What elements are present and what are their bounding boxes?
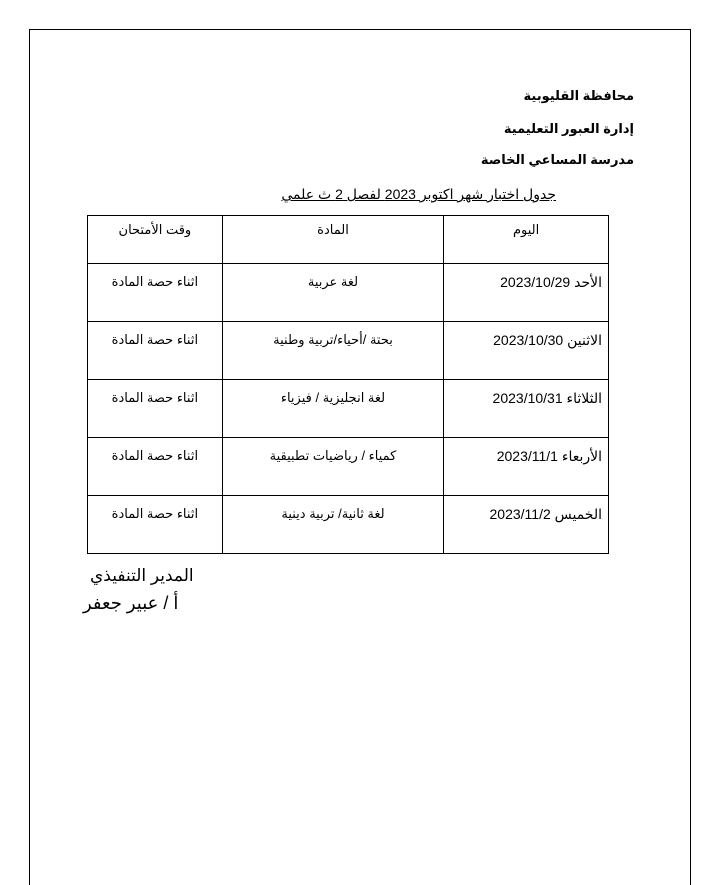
table-row — [88, 496, 609, 554]
time-cell: اثناء حصة المادة — [88, 264, 223, 322]
day-cell — [444, 496, 609, 554]
day-cell — [444, 264, 609, 322]
subject-cell: لغة انجليزية / فيزياء — [222, 380, 444, 438]
signature-title: المدير التنفيذي — [90, 566, 194, 585]
time-cell: اثناء حصة المادة — [88, 496, 223, 554]
table-row — [88, 264, 609, 322]
time-cell: اثناء حصة المادة — [88, 380, 223, 438]
exam-date: 2023/10/29 — [500, 274, 571, 290]
day-cell — [444, 380, 609, 438]
day-name: الأحد — [574, 274, 602, 290]
column-header-time: وقت الأمتحان — [88, 216, 223, 264]
school-heading: مدرسة المساعي الخاصة — [480, 152, 634, 167]
day-name: الثلاثاء — [566, 390, 602, 406]
exam-schedule-table — [87, 215, 609, 554]
day-name: الأربعاء — [561, 448, 602, 464]
administration-heading: إدارة العبور التعليمية — [503, 121, 634, 136]
column-header-subject: المادة — [222, 216, 444, 264]
day-name: الاثنين — [567, 332, 602, 348]
table-title: جدول اختبار شهر اكتوبر 2023 لفصل 2 ث علمي — [281, 186, 556, 202]
table-row — [88, 380, 609, 438]
subject-cell: لغة عربية — [222, 264, 444, 322]
subject-cell: بحتة /أحياء/تربية وطنية — [222, 322, 444, 380]
table-row — [88, 322, 609, 380]
signature-name: أ / عبير جعفر — [83, 593, 179, 613]
governorate-heading: محافظة القليوبية — [523, 88, 634, 103]
exam-date: 2023/10/31 — [492, 390, 563, 406]
table-row — [88, 438, 609, 496]
day-name: الخميس — [554, 506, 602, 522]
exam-date: 2023/11/2 — [489, 506, 551, 522]
day-cell — [444, 322, 609, 380]
exam-date: 2023/10/30 — [493, 332, 564, 348]
table-header-row — [88, 216, 609, 264]
day-cell — [444, 438, 609, 496]
time-cell: اثناء حصة المادة — [88, 438, 223, 496]
time-cell: اثناء حصة المادة — [88, 322, 223, 380]
exam-date: 2023/11/1 — [496, 448, 558, 464]
subject-cell: كمياء / رياضيات تطبيقية — [222, 438, 444, 496]
subject-cell: لغة ثانية/ تربية دينية — [222, 496, 444, 554]
column-header-day: اليوم — [444, 216, 609, 264]
